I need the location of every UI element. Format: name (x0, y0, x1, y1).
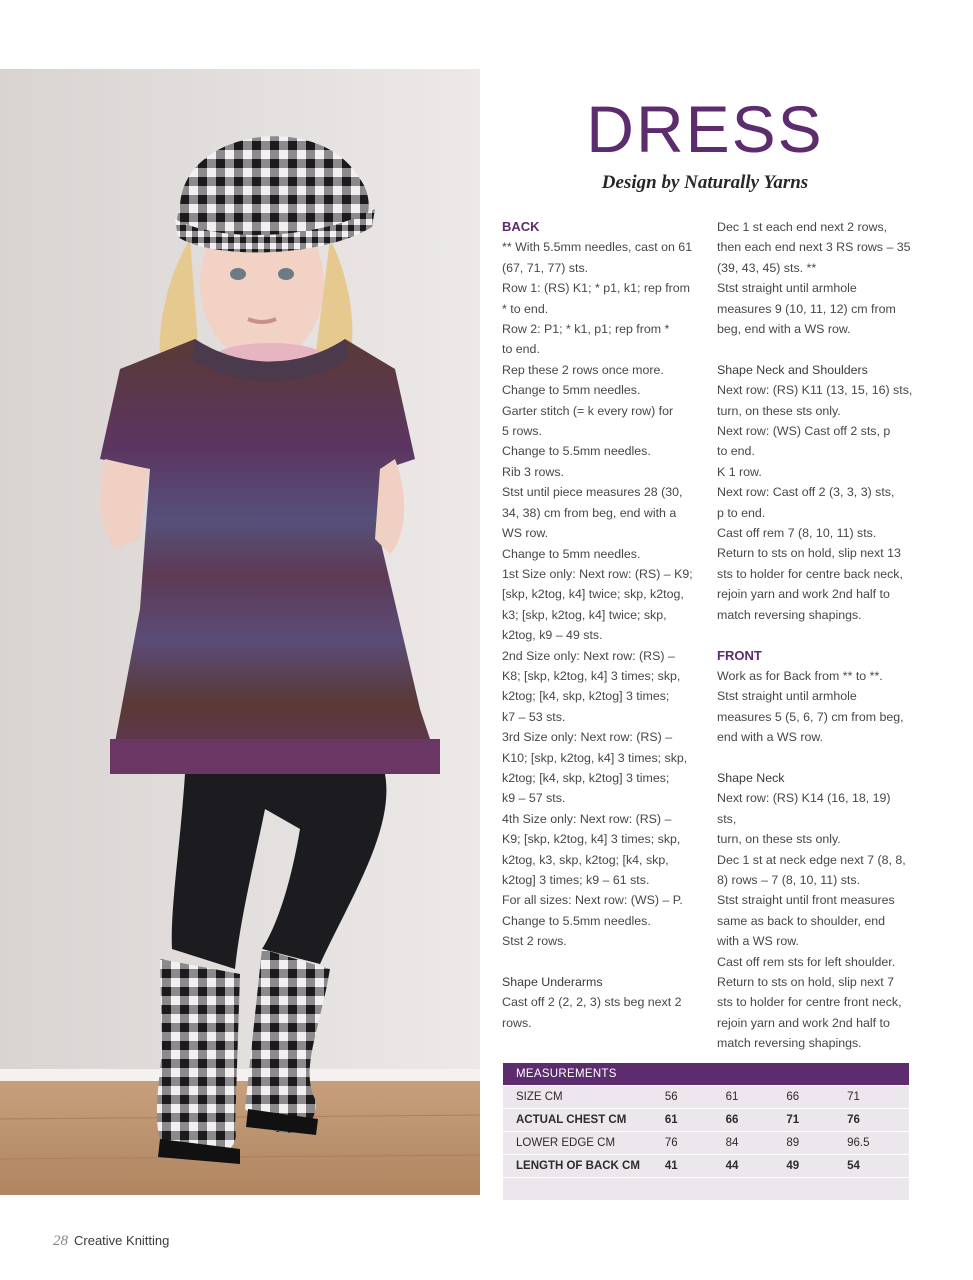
instruction-line: (39, 43, 45) sts. ** (717, 260, 817, 275)
spacer (717, 625, 913, 645)
instruction-line: then each end next 3 RS rows – 35 (717, 240, 911, 255)
subheading-shape-neck: Shape Neck (717, 770, 785, 785)
instruction-line: with a WS row. (717, 934, 799, 949)
instruction-line: match reversing shapings. (717, 607, 862, 622)
measurement-value: 71 (847, 1086, 909, 1109)
measurement-value: 89 (786, 1132, 847, 1155)
instruction-line: Next row: (WS) Cast off 2 sts, p (717, 424, 891, 439)
instruction-line: [skp, k2tog, k4] twice; skp, k2tog, (502, 587, 684, 602)
underarm-instructions (502, 992, 698, 1033)
pattern-column-1 (502, 217, 698, 1033)
instruction-line: K10; [skp, k2tog, k4] 3 times; skp, (502, 750, 688, 765)
instruction-line: k2tog; [k4, skp, k2tog] 3 times; (502, 689, 670, 704)
instruction-line: 3rd Size only: Next row: (RS) – (502, 730, 673, 745)
designer-byline: Design by Naturally Yarns (601, 172, 809, 193)
instruction-line: turn, on these sts only. (717, 832, 841, 847)
page-number: 28 (53, 1233, 68, 1249)
instruction-line: Stst straight until armhole (717, 689, 857, 704)
instruction-line: Rib 3 rows. (502, 464, 564, 479)
instruction-line: Cast off rem 7 (8, 10, 11) sts. (717, 526, 877, 541)
instruction-line: measures 9 (10, 11, 12) cm from (717, 301, 896, 316)
measurement-value: 61 (665, 1109, 726, 1132)
instruction-line: k2tog] 3 times; k9 – 61 sts. (502, 873, 650, 887)
section-heading-back: BACK (502, 219, 540, 234)
instruction-line: beg, end with a WS row. (717, 322, 851, 337)
instruction-line: turn, on these sts only. (717, 403, 841, 418)
instruction-line: k9 – 57 sts. (502, 791, 566, 806)
instruction-line: sts to holder for centre front neck, (717, 995, 902, 1010)
instruction-line: Garter stitch (= k every row) for (502, 403, 674, 418)
page-title: DRESS (586, 92, 824, 166)
instruction-line: Change to 5mm needles. (502, 546, 641, 561)
front-instructions (717, 666, 913, 748)
pattern-column-2 (717, 217, 913, 1054)
measurements-row (503, 1086, 909, 1109)
page-footer (53, 1233, 169, 1250)
instruction-line: Stst straight until front measures (717, 893, 895, 908)
instruction-line: Change to 5.5mm needles. (502, 444, 651, 459)
measurement-label: ACTUAL CHEST CM (503, 1109, 665, 1132)
instruction-line: Row 2: P1; * k1, p1; rep from * (502, 322, 670, 337)
instruction-line: rejoin yarn and work 2nd half to (717, 587, 890, 602)
instruction-line: For all sizes: Next row: (WS) – P. (502, 893, 683, 908)
measurement-value: 66 (726, 1109, 787, 1132)
instruction-line: K9; [skp, k2tog, k4] 3 times; skp, (502, 832, 681, 847)
neck-instructions (717, 788, 913, 1053)
measurements-row (503, 1132, 909, 1155)
instruction-line: k3; [skp, k2tog, k4] twice; skp, (502, 607, 667, 622)
back-instructions (502, 237, 698, 951)
instruction-line: Stst 2 rows. (502, 934, 567, 949)
instruction-line: Cast off 2 (2, 2, 3) sts beg next 2 (502, 995, 682, 1010)
instruction-line: k2tog, k9 – 49 sts. (502, 628, 603, 643)
instruction-line: Stst until piece measures 28 (30, (502, 485, 683, 500)
measurement-value: 66 (786, 1086, 847, 1109)
magazine-name: Creative Knitting (74, 1233, 170, 1248)
instruction-line: measures 5 (5, 6, 7) cm from beg, (717, 709, 904, 724)
measurement-value: 76 (665, 1132, 726, 1155)
measurement-value: 54 (847, 1155, 909, 1178)
measurements-table (503, 1063, 909, 1201)
measurement-value: 71 (786, 1109, 847, 1132)
measurement-value: 41 (665, 1155, 726, 1178)
measurement-value: 44 (726, 1155, 787, 1178)
instruction-line: K 1 row. (717, 464, 762, 479)
measurement-value: 84 (726, 1132, 787, 1155)
neck-shoulder-instructions (717, 380, 913, 625)
instruction-line: 8) rows – 7 (8, 10, 11) sts. (717, 872, 861, 887)
instruction-line: Change to 5.5mm needles. (502, 913, 651, 928)
instruction-line: Return to sts on hold, slip next 7 (717, 974, 895, 989)
instruction-line: Dec 1 st at neck edge next 7 (8, 8, (717, 852, 906, 867)
spacer (717, 748, 913, 768)
measurement-value: 76 (847, 1109, 909, 1132)
measurement-label: LOWER EDGE CM (503, 1132, 665, 1155)
instruction-line: rows. (502, 1015, 532, 1030)
measurement-label: LENGTH OF BACK CM (503, 1155, 665, 1178)
instruction-line: to end. (717, 444, 755, 459)
girl-in-knitted-dress-illustration (0, 69, 480, 1195)
back-continued-instructions (717, 217, 913, 339)
instruction-line: k7 – 53 sts. (502, 709, 566, 724)
instruction-line: Work as for Back from ** to **. (717, 668, 883, 683)
measurements-header-row (503, 1063, 909, 1086)
measurement-value: 56 (665, 1086, 726, 1109)
instruction-line: 34, 38) cm from beg, end with a (502, 505, 677, 520)
measurement-value: 61 (726, 1086, 787, 1109)
measurements-row (503, 1109, 909, 1132)
instruction-line: ** With 5.5mm needles, cast on 61 (502, 240, 693, 255)
instruction-line: rejoin yarn and work 2nd half to (717, 1015, 890, 1030)
instruction-line: Dec 1 st each end next 2 rows, (717, 220, 888, 234)
instruction-line: Return to sts on hold, slip next 13 (717, 546, 901, 561)
instruction-line: Stst straight until armhole (717, 281, 857, 296)
model-photo (0, 69, 480, 1195)
measurement-value: 49 (786, 1155, 847, 1178)
instruction-line: Next row: Cast off 2 (3, 3, 3) sts, (717, 485, 895, 500)
instruction-line: 5 rows. (502, 424, 542, 439)
measurement-label: SIZE CM (503, 1086, 665, 1109)
instruction-line: * to end. (502, 301, 549, 316)
instruction-line: p to end. (717, 505, 766, 520)
instruction-line: Change to 5mm needles. (502, 383, 641, 398)
instruction-line: Next row: (RS) K11 (13, 15, 16) sts, (717, 383, 913, 398)
section-heading-front: FRONT (717, 647, 762, 663)
instruction-line: 4th Size only: Next row: (RS) – (502, 811, 672, 826)
instruction-line: 1st Size only: Next row: (RS) – K9; (502, 566, 693, 581)
instruction-line: k2tog; [k4, skp, k2tog] 3 times; (502, 770, 670, 785)
measurement-value: 96.5 (847, 1132, 909, 1155)
instruction-line: Row 1: (RS) K1; * p1, k1; rep from (502, 281, 690, 296)
spacer (717, 339, 913, 359)
measurements-heading: MEASUREMENTS (503, 1063, 909, 1086)
empty-cell (503, 1178, 909, 1201)
instruction-line: (67, 71, 77) sts. (502, 260, 589, 275)
instruction-line: to end. (502, 342, 540, 357)
instruction-line: Cast off rem sts for left shoulder. (717, 954, 896, 969)
instruction-line: same as back to shoulder, end (717, 913, 886, 928)
instruction-line: sts to holder for centre back neck, (717, 566, 903, 581)
measurements-empty-row (503, 1178, 909, 1201)
instruction-line: end with a WS row. (717, 730, 824, 745)
measurements-row (503, 1155, 909, 1178)
instruction-line: Rep these 2 rows once more. (502, 362, 664, 377)
spacer (502, 952, 698, 972)
instruction-line: 2nd Size only: Next row: (RS) – (502, 648, 675, 663)
instruction-line: match reversing shapings. (717, 1036, 862, 1051)
instruction-line: Next row: (RS) K14 (16, 18, 19) sts, (717, 791, 891, 826)
instruction-line: K8; [skp, k2tog, k4] 3 times; skp, (502, 668, 681, 683)
subheading-shape-neck-shoulders: Shape Neck and Shoulders (717, 362, 868, 377)
instruction-line: k2tog, k3, skp, k2tog; [k4, skp, (502, 852, 669, 867)
instruction-line: WS row. (502, 526, 549, 541)
subheading-shape-underarms: Shape Underarms (502, 975, 603, 990)
